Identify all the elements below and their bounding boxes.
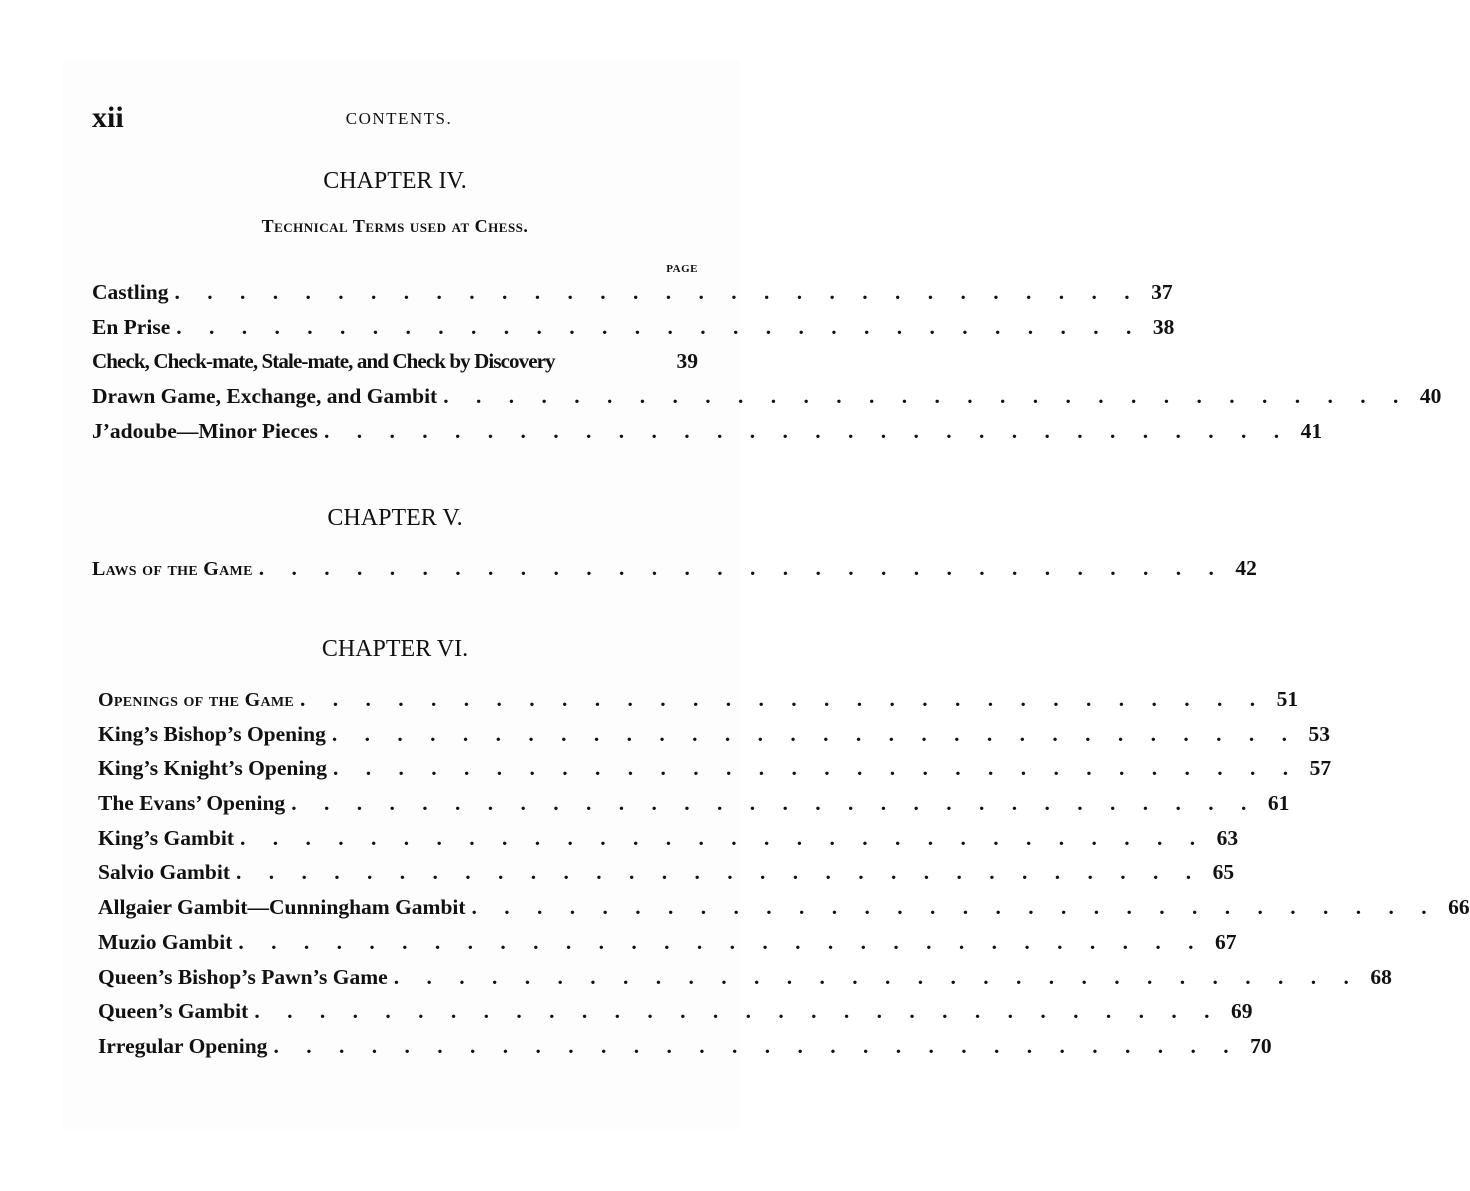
leader-dots: . . . . . . . . . . . . . . . . . . . . . . . . . . . . . .	[333, 756, 1300, 781]
leader-dots: . . . . . . . . . . . . . . . . . . . . . . . . . . . . . .	[331, 721, 1298, 746]
chapter-4-entries	[92, 280, 1442, 453]
toc-entry[interactable]	[92, 1033, 1272, 1069]
chapter-4-title: CHAPTER IV.	[323, 168, 467, 194]
toc-entry-page: 70	[1250, 1033, 1272, 1058]
leader-dots: . . . . . . . . . . . . . . . . . . . . . . . . . . . . . .	[254, 999, 1221, 1024]
toc-entry-title: Salvio Gambit	[98, 860, 231, 885]
chapter-5-title: CHAPTER V.	[327, 505, 463, 531]
leader-dots: . . . . . . . . . . . . . . . . . . . . . . . . . . . . . .	[176, 314, 1143, 339]
toc-entry-page: 53	[1308, 721, 1330, 746]
running-head: CONTENTS.	[345, 109, 453, 128]
leader-dots: . . . . . . . . . . . . . . . . . . . . . . . . . . . . . .	[273, 1033, 1240, 1058]
toc-entry-title: King’s Gambit	[98, 825, 234, 850]
page-header	[92, 100, 698, 140]
toc-entry-page: 67	[1215, 929, 1237, 954]
toc-entry-page: 61	[1267, 791, 1290, 816]
toc-entry[interactable]	[92, 756, 1332, 791]
toc-entry-title: Queen’s Bishop’s Pawn’s Game	[98, 964, 388, 989]
toc-entry-page: 63	[1216, 825, 1239, 850]
toc-entry-title: Castling	[92, 280, 169, 304]
toc-entry[interactable]	[92, 999, 1253, 1034]
toc-entry-page: 57	[1309, 756, 1332, 781]
leader-dots: . . . . . . . . . . . . . . . . . . . . . . . . . . . . . .	[393, 964, 1360, 989]
leader-dots: . . . . . . . . . . . . . . . . . . . . . . . . . . . . . .	[258, 556, 1225, 580]
toc-entry-title: The Evans’ Opening	[98, 791, 286, 816]
toc-entry[interactable]	[92, 825, 1239, 861]
toc-entry-title: Allgaier Gambit—Cunningham Gambit	[98, 895, 466, 920]
leader-dots: . . . . . . . . . . . . . . . . . . . . . . . . . . . . . .	[236, 860, 1203, 885]
toc-entry[interactable]	[92, 349, 698, 384]
toc-entry-page: 41	[1300, 418, 1323, 443]
toc-entry-title: Openings of the Game	[98, 689, 295, 711]
toc-entry-page: 51	[1276, 687, 1299, 711]
toc-entry[interactable]	[92, 418, 1323, 454]
leader-dots: . . . . . . . . . . . . . . . . . . . . . . . . . . . . . .	[323, 418, 1291, 443]
chapter-5-entries	[92, 556, 1257, 591]
toc-entry[interactable]	[92, 384, 1442, 419]
toc-entry-page: 39	[676, 349, 698, 374]
toc-entry-page: 42	[1235, 556, 1257, 580]
leader-dots: . . . . . . . . . . . . . . . . . . . . . . . . . . . . . .	[471, 895, 1438, 920]
leader-dots: . . . . . . . . . . . . . . . . . . . . . . . . . . . . . .	[443, 384, 1410, 409]
toc-entry[interactable]	[92, 556, 1257, 591]
toc-entry-title: King’s Knight’s Opening	[98, 756, 327, 781]
toc-entry-title: En Prise	[92, 314, 171, 339]
toc-entry-page: 68	[1370, 964, 1392, 989]
leader-dots: . . . . . . . . . . . . . . . . . . . . . . . . . . . . . .	[291, 791, 1258, 816]
toc-entry-title: Irregular Opening	[98, 1033, 268, 1058]
leader-dots: . . . . . . . . . . . . . . . . . . . . . . . . . . . . . .	[174, 280, 1141, 304]
toc-entry[interactable]	[92, 929, 1237, 965]
chapter-4-subtitle: Technical Terms used at Chess.	[261, 216, 529, 236]
toc-entry[interactable]	[92, 895, 1470, 930]
toc-entry-title: Muzio Gambit	[98, 929, 233, 954]
toc-entry-page: 37	[1151, 280, 1173, 304]
page-column-label: PAGE	[666, 263, 698, 275]
leader-dots: . . . . . . . . . . . . . . . . . . . . . . . . . . . . . .	[300, 687, 1267, 711]
toc-entry-page: 38	[1152, 314, 1175, 339]
toc-entry-title: J’adoube—Minor Pieces	[92, 418, 318, 443]
toc-entry-page: 40	[1419, 384, 1442, 409]
toc-entry[interactable]	[92, 860, 1235, 895]
toc-entry[interactable]	[92, 314, 1175, 350]
toc-entry-page: 66	[1448, 895, 1470, 920]
toc-entry[interactable]	[92, 687, 1299, 722]
toc-entry-page: 69	[1230, 999, 1253, 1024]
toc-entry-title: Queen’s Gambit	[98, 999, 249, 1024]
toc-entry-page: 65	[1212, 860, 1235, 885]
toc-entry[interactable]	[92, 721, 1330, 757]
leader-dots: . . . . . . . . . . . . . . . . . . . . . . . . . . . . . .	[238, 929, 1205, 954]
chapter-6-entries	[92, 687, 1470, 1069]
toc-entry-title: Check, Check-mate, Stale-mate, and Check by Discovery	[92, 349, 555, 374]
toc-entry-title: Drawn Game, Exchange, and Gambit	[92, 384, 438, 409]
toc-entry-title: King’s Bishop’s Opening	[98, 721, 326, 746]
page-number: xii	[92, 101, 124, 134]
chapter-6-title: CHAPTER VI.	[321, 636, 469, 662]
toc-entry[interactable]	[92, 280, 1173, 315]
toc-entry[interactable]	[92, 791, 1290, 826]
toc-entry[interactable]	[92, 964, 1392, 1000]
leader-dots: . . . . . . . . . . . . . . . . . . . . . . . . . . . . . .	[239, 825, 1207, 850]
toc-entry-title: Laws of the Game	[92, 558, 253, 580]
